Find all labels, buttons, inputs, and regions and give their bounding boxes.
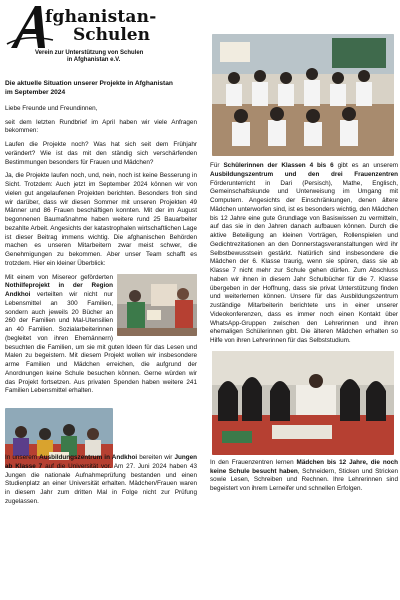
schoolgirls-grades: Schülerinnen der Klassen 4 bis 6 (223, 162, 334, 169)
headline-line1: Die aktuelle Situation unserer Projekte in Afghanistan (5, 80, 173, 87)
logo-title-line2: Schulen (73, 25, 150, 45)
logo-subtitle-line1: Verein zur Unterstützung von Schulen (35, 50, 144, 56)
training-center-name: Ausbildungszentrum in Andkhoi (39, 454, 138, 461)
photo-classroom (212, 34, 394, 156)
paragraph-training: In unserem Ausbildungszentrum in Andkhoi bereiten wir Jungen ab Klasse 7 auf die Universität vor. Am 27. Juni 2024 haben 43 Jungen die nationale Aufnahmeprüfung bestanden und einen Studienplatz an einer Universität erhalten. Mädchen/Frauen waren in diesem Jahr zum dritten Mal in Folge nicht zur Prüfung zugelassen. (5, 454, 198, 505)
paragraph-relief: Mit einem von Misereor geförderten Nothilfeprojekt in der Region Andkhoi verteilten wir nicht nur Lebensmittel an 300 Familien, sondern auch jeweils 20 Bücher an 260 der Familien und Mal-Utensilien an 40 Familien. Sozialarbeiterinnen (begleitet von ihren Ehemännern) besuchten die Familien, um sie mit guten Ideen für das Lesen und Malen zu begeistern. Mit diesem Projekt wollen wir insbesondere arme Familien und Mädchen erreichen, die aufgrund der Anordnungen keine Schule besuchen können. Gerne würden wir das Projekt fortsetzen. Aus privaten Spenden haben weitere 241 Familien Lebensmittel erhalten. (5, 273, 197, 395)
photo-women-center (212, 351, 394, 455)
paragraph-questions: Laufen die Projekte noch? Was hat sich seit dem Frühjahr verändert? Wie ist das mit den ständig sich verschärfenden Bestimmungen besonders für Frauen und Mädchen? (5, 141, 197, 166)
relief-project-title: Nothilfeprojekt in der Region Andkhoi (5, 282, 113, 299)
logo-subtitle-line2: in Afghanistan e.V. (67, 57, 121, 63)
logo (5, 4, 197, 66)
paragraph-answer: Ja, die Projekte laufen noch, und, nein, noch ist keine Besserung in Sicht. Trotzdem: Auch jetzt im September 2024 können wir von vielen gut angelaufenen Projekten berichten. Besonders froh sind wir darüber, dass wir diesen Sommer mit unseren Projekten 49 Männer und 86 Frauen beschäftigen konnten. Mit der im August begonnenen Baumaßnahme haben weitere rund 25 Bauarbeiter bezahlte Arbeit. Angesichts der katastrophalen wirtschaftlichen Lage ist dieser Beitrag immens wichtig. Die afghanischen Behörden machen es unseren Mitarbeitern zwar meist schwer, die Genehmigungen zu bekommen. Aber unser Team schafft es trotzdem. Hier ein kleiner Überblick: (5, 172, 197, 267)
photo-book-distribution (117, 274, 197, 336)
paragraph-schoolgirls: Für Schülerinnen der Klassen 4 bis 6 gibt es an unserem Ausbildungszentrum und den drei Frauenzentren Förderunterricht in Dari (Persisch), Mathe, Englisch, Gemeinschaftskunde und Unterweisung im Umgang mit Computern. Angesichts der Einschränkungen, denen ältere Mädchen unterworfen sind, ist es besonders wichtig, den Mädchen bis 12 Jahre eine gute Grundlage von Basiswissen zu vermitteln, auf das sie in den Jahren danach aufbauen können. Durch die aktive Beteiligung an kleinen Vorträgen, Rollenspielen und Gedichtrezitationen an den Donnerstagsveranstaltungen wird ihr Selbstbewusstsein gestärkt. Natürlich sind insbesondere die Mädchen der 6. Klasse traurig, wenn sie spüren, dass sie ab Klasse 7 nicht mehr zur Schule gehen dürfen. Zum Abschluss haben wir ihnen in diesem Jahr Schulbücher für die 7. Klasse übergeben in der Hoffnung, dass sie privat Unterstützung finden und weiterlernen können. Unsere für das Ausbildungszentrum zuständige Mitarbeiterin berichtete uns in einer unserer Videokonferenzen, dass es immer noch einen Kontakt über WhatsApp-Gruppen zwischen den Lehrerinnen und ihren ehemaligen Schülerinnen gibt. Die älteren Mädchen erhalten so Hilfe von ihren Lehrerinnen für das Selbststudium. (210, 162, 398, 344)
headline-line2: im September 2024 (5, 88, 66, 96)
paragraph-intro: seit dem letzten Rundbrief im April haben wir viele Anfragen bekommen: (5, 118, 197, 135)
left-bottom-block (5, 454, 197, 512)
women-centers-girls: Mädchen bis 12 Jahre, die noch keine Schule besucht haben (210, 458, 398, 475)
logo-title-line1: fghanistan- (45, 7, 157, 27)
headline (5, 80, 197, 98)
schoolgirls-centers: Ausbildungszentrum und den drei Frauenzentren (210, 170, 398, 178)
salutation: Liebe Freunde und Freundinnen, (5, 104, 98, 112)
training-target-group: Jungen ab Klasse 7 (5, 454, 198, 470)
right-column (210, 4, 398, 598)
paragraph-women-centers: In den Frauenzentren lernen Mädchen bis 12 Jahre, die noch keine Schule besucht haben, Schneidern, Sticken und Stricken sowie Lesen, Schreiben und Rechnen. Ihre Lehrerinnen sind begeistert von ihrem Lerneifer und schnellen Erfolgen. (210, 458, 398, 492)
